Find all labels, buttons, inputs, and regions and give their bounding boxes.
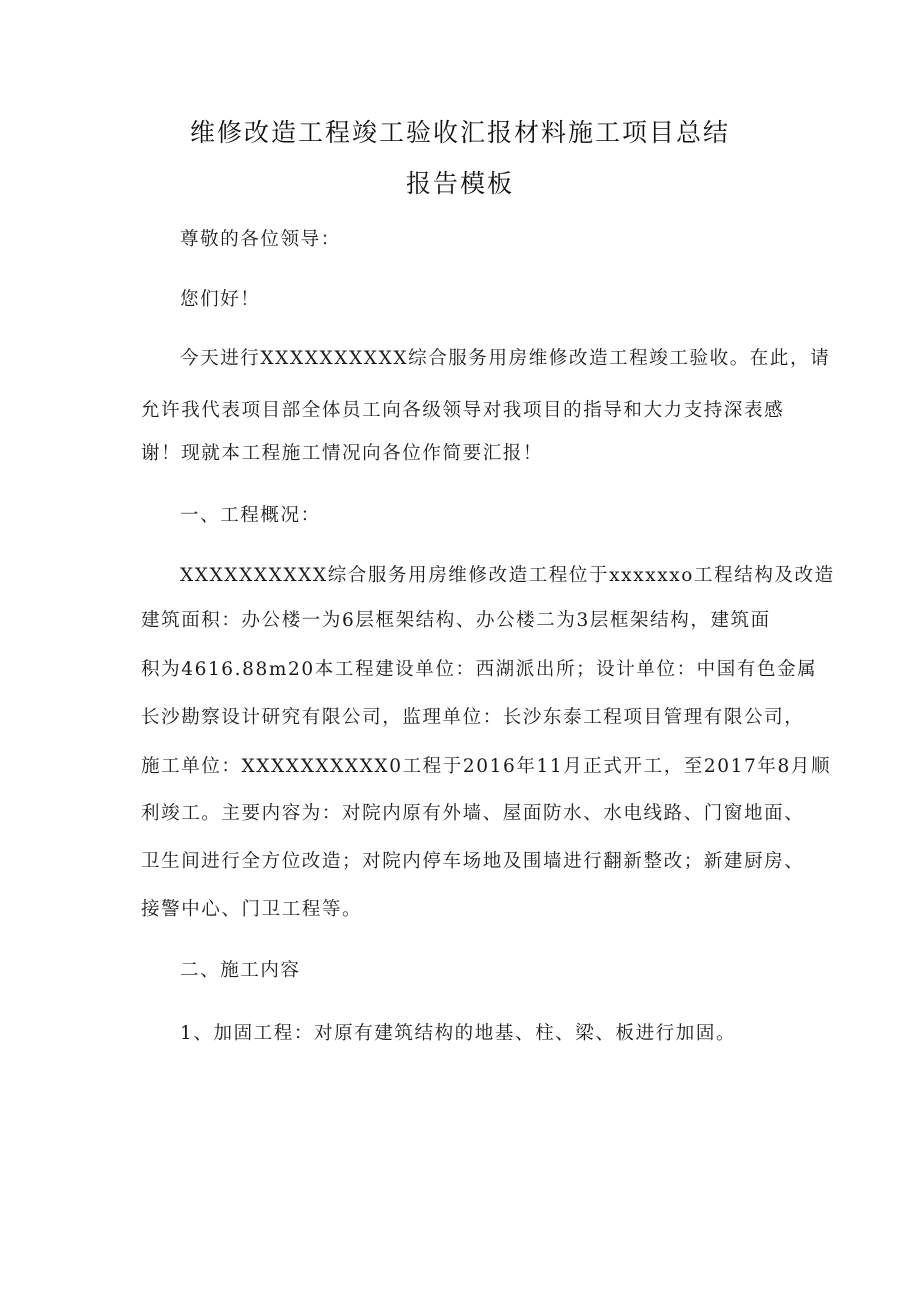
salutation: 尊敬的各位领导： [180,229,341,250]
document-title-line-2: 报告模板 [405,169,514,198]
greeting: 您们好！ [180,289,261,310]
document-title-line-1: 维修改造工程竣工验收汇报材料施工项目总结 [189,118,730,147]
section-heading-overview: 一、工程概况： [180,505,321,526]
intro-line: 今天进行XXXXXXXXXX综合服务用房维修改造工程竣工验收。在此，请 [180,348,831,369]
overview-line: 卫生间进行全方位改造；对院内停车场地及围墙进行翻新整改；新建厨房、 [141,851,805,872]
intro-line: 允许我代表项目部全体员工向各级领导对我项目的指导和大力支持深表感 [141,400,785,421]
overview-line: XXXXXXXXXX综合服务用房维修改造工程位于xxxxxxo工程结构及改造 [180,565,835,586]
overview-line: 利竣工。主要内容为：对院内原有外墙、屋面防水、水电线路、门窗地面、 [141,803,805,824]
overview-line: 积为4616.88m20本工程建设单位：西湖派出所；设计单位：中国有色金属 [141,659,818,680]
section-heading-construction: 二、施工内容 [180,960,301,981]
construction-item: 1、加固工程：对原有建筑结构的地基、柱、梁、板进行加固。 [180,1023,737,1044]
overview-line: 建筑面积：办公楼一为6层框架结构、办公楼二为3层框架结构，建筑面 [141,610,771,631]
overview-line: 长沙勘察设计研究有限公司，监理单位：长沙东泰工程项目管理有限公司， [141,707,805,728]
overview-line: 施工单位：XXXXXXXXXX0工程于2016年11月正式开工，至2017年8月顺 [141,756,832,777]
overview-line: 接警中心、门卫工程等。 [141,899,363,920]
intro-line: 谢！现就本工程施工情况向各位作简要汇报！ [141,443,544,464]
